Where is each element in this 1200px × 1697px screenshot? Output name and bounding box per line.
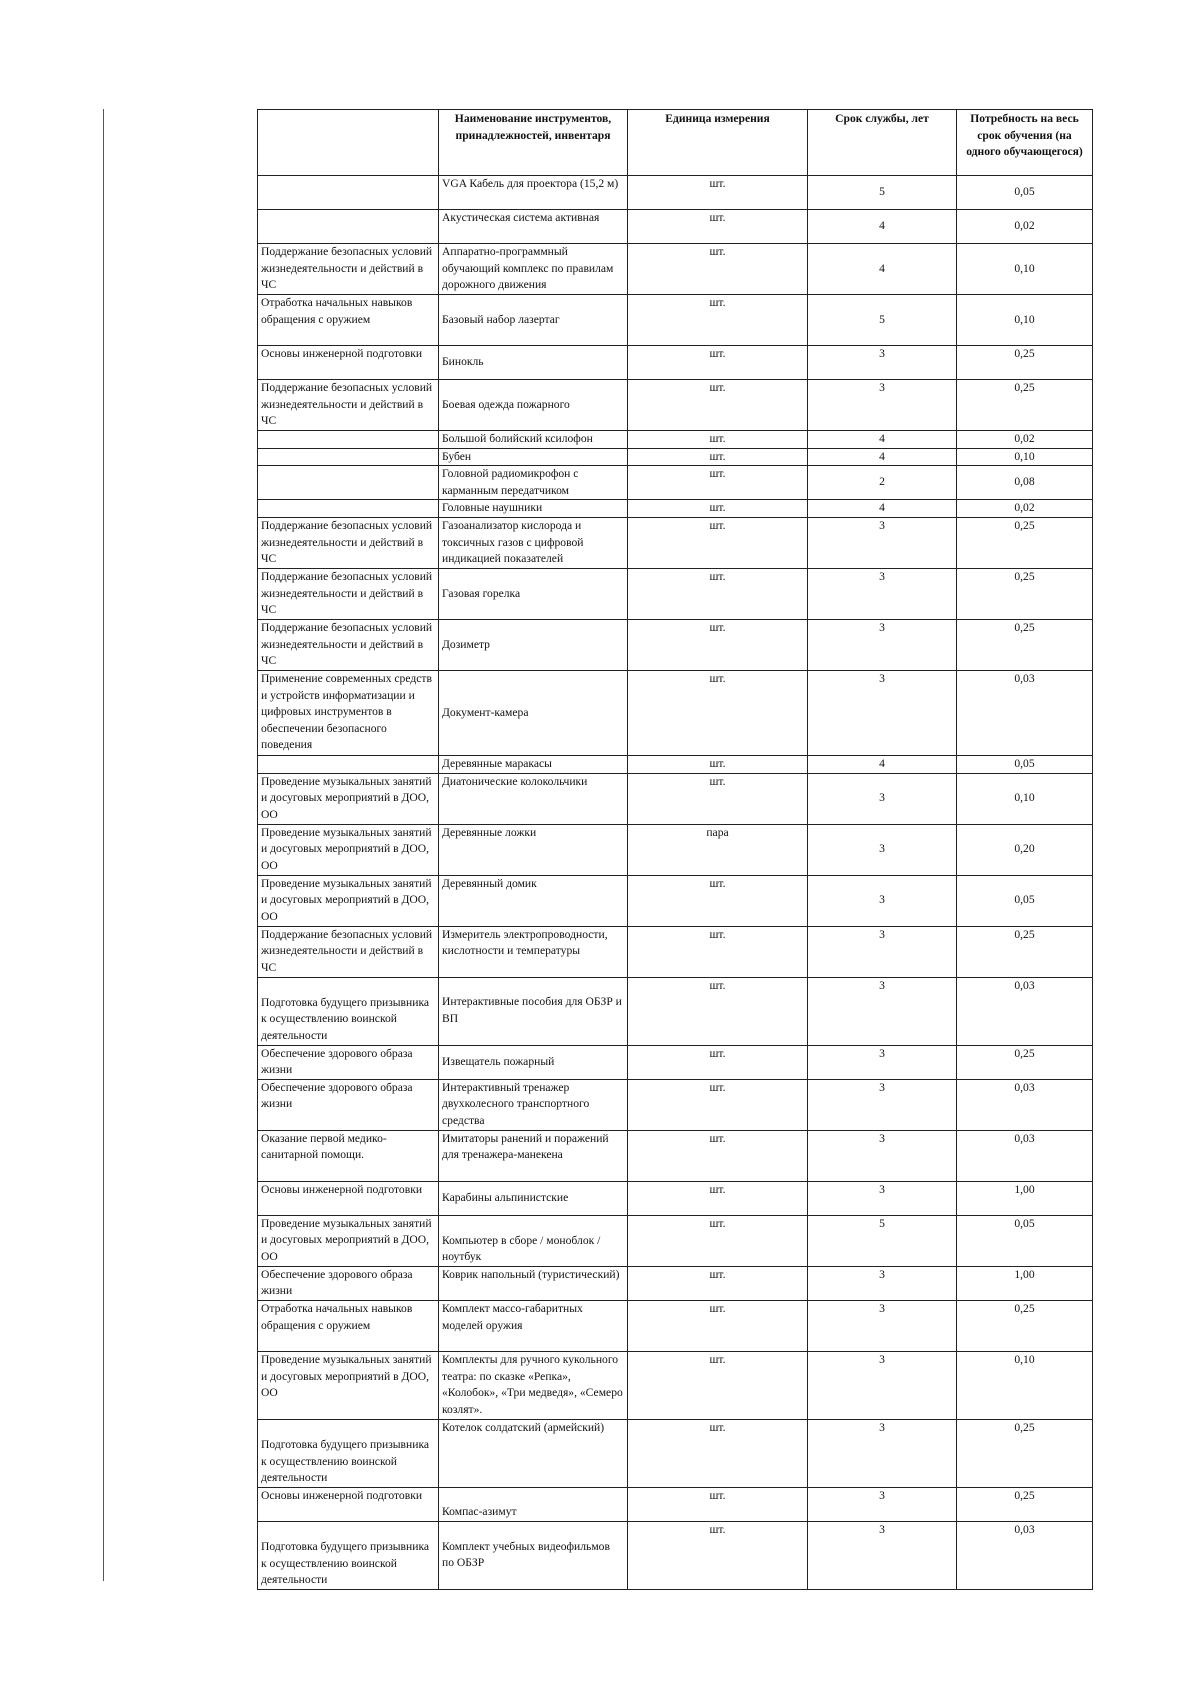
cell-section: Основы инженерной подготовки [258,1181,439,1215]
cell-life: 4 [808,244,957,295]
cell-life: 5 [808,176,957,210]
cell-unit: шт. [628,568,808,619]
table-row [258,500,1093,518]
table-row [258,1215,1093,1266]
cell-life: 3 [808,824,957,875]
cell-unit: шт. [628,1079,808,1130]
cell-unit: пара [628,824,808,875]
table-row [258,1521,1093,1589]
cell-life: 3 [808,1079,957,1130]
cell-section [258,755,439,773]
cell-name: Бинокль [439,346,628,380]
cell-name: Деревянные маракасы [439,755,628,773]
table-row [258,568,1093,619]
table-row [258,619,1093,670]
cell-name: Измеритель электропроводности, кислотности и температуры [439,926,628,977]
cell-unit: шт. [628,295,808,346]
cell-unit: шт. [628,1300,808,1351]
cell-need: 0,10 [957,773,1093,824]
cell-unit: шт. [628,1351,808,1419]
cell-section: Оказание первой медико-санитарной помощи. [258,1130,439,1181]
table-row [258,295,1093,346]
table-row [258,346,1093,380]
cell-name: Компьютер в сборе / моноблок / ноутбук [439,1215,628,1266]
table-row [258,824,1093,875]
table-row [258,1130,1093,1181]
header-need: Потребность на весь срок обучения (на одного обучающегося) [957,110,1093,176]
table-row [258,176,1093,210]
cell-section: Основы инженерной подготовки [258,346,439,380]
header-unit: Единица измерения [628,110,808,176]
cell-life: 3 [808,875,957,926]
cell-section: Обеспечение здорового образа жизни [258,1079,439,1130]
cell-need: 0,10 [957,295,1093,346]
cell-need: 0,25 [957,1419,1093,1487]
cell-unit: шт. [628,1215,808,1266]
cell-unit: шт. [628,1045,808,1079]
page-margin-line [103,109,104,1581]
table-row [258,977,1093,1045]
cell-unit: шт. [628,244,808,295]
cell-name: VGA Кабель для проектора (15,2 м) [439,176,628,210]
cell-need: 0,25 [957,568,1093,619]
table-row [258,431,1093,449]
cell-name: Дозиметр [439,619,628,670]
cell-section: Поддержание безопасных условий жизнедеятельности и действий в ЧС [258,380,439,431]
cell-need: 0,25 [957,517,1093,568]
cell-unit: шт. [628,1419,808,1487]
table-row [258,1419,1093,1487]
cell-unit: шт. [628,1266,808,1300]
cell-section: Проведение музыкальных занятий и досуговых мероприятий в ДОО, ОО [258,773,439,824]
cell-section: Подготовка будущего призывника к осуществлению воинской деятельности [258,977,439,1045]
cell-section: Проведение музыкальных занятий и досуговых мероприятий в ДОО, ОО [258,875,439,926]
cell-life: 3 [808,1300,957,1351]
cell-name: Боевая одежда пожарного [439,380,628,431]
cell-name: Интерактивные пособия для ОБЗР и ВП [439,977,628,1045]
table-row [258,1266,1093,1300]
cell-section: Поддержание безопасных условий жизнедеятельности и действий в ЧС [258,244,439,295]
cell-section [258,448,439,466]
cell-life: 3 [808,1487,957,1521]
cell-name: Имитаторы ранений и поражений для тренажера-манекена [439,1130,628,1181]
cell-need: 0,03 [957,1130,1093,1181]
cell-section [258,176,439,210]
cell-life: 5 [808,1215,957,1266]
cell-unit: шт. [628,448,808,466]
cell-name: Деревянный домик [439,875,628,926]
cell-need: 0,10 [957,1351,1093,1419]
cell-need: 1,00 [957,1266,1093,1300]
cell-life: 3 [808,670,957,755]
cell-need: 0,05 [957,875,1093,926]
cell-life: 3 [808,619,957,670]
cell-need: 1,00 [957,1181,1093,1215]
cell-name: Котелок солдатский (армейский) [439,1419,628,1487]
cell-section: Поддержание безопасных условий жизнедеятельности и действий в ЧС [258,517,439,568]
cell-need: 0,10 [957,448,1093,466]
cell-life: 3 [808,1419,957,1487]
cell-name: Бубен [439,448,628,466]
cell-unit: шт. [628,619,808,670]
cell-life: 3 [808,380,957,431]
cell-section [258,500,439,518]
cell-need: 0,03 [957,977,1093,1045]
cell-life: 3 [808,977,957,1045]
cell-need: 0,05 [957,755,1093,773]
cell-life: 3 [808,517,957,568]
cell-unit: шт. [628,500,808,518]
cell-name: Газовая горелка [439,568,628,619]
table-row [258,466,1093,500]
cell-unit: шт. [628,176,808,210]
table-row [258,1300,1093,1351]
cell-section: Основы инженерной подготовки [258,1487,439,1521]
cell-unit: шт. [628,670,808,755]
header-name: Наименование инструментов, принадлежностей, инвентаря [439,110,628,176]
cell-name: Извещатель пожарный [439,1045,628,1079]
cell-unit: шт. [628,1487,808,1521]
table-row [258,1181,1093,1215]
cell-section: Проведение музыкальных занятий и досуговых мероприятий в ДОО, ОО [258,1351,439,1419]
header-life: Срок службы, лет [808,110,957,176]
cell-name: Документ-камера [439,670,628,755]
cell-section [258,210,439,244]
cell-unit: шт. [628,517,808,568]
header-section [258,110,439,176]
cell-need: 0,25 [957,346,1093,380]
table-row [258,1045,1093,1079]
cell-name: Компас-азимут [439,1487,628,1521]
cell-section: Обеспечение здорового образа жизни [258,1045,439,1079]
cell-unit: шт. [628,380,808,431]
cell-unit: шт. [628,926,808,977]
cell-unit: шт. [628,1181,808,1215]
cell-section: Поддержание безопасных условий жизнедеятельности и действий в ЧС [258,568,439,619]
cell-life: 4 [808,500,957,518]
cell-need: 0,25 [957,926,1093,977]
cell-need: 0,02 [957,210,1093,244]
table-row [258,670,1093,755]
cell-section: Отработка начальных навыков обращения с оружием [258,295,439,346]
cell-name: Комплект учебных видеофильмов по ОБЗР [439,1521,628,1589]
cell-life: 3 [808,1351,957,1419]
table-row [258,517,1093,568]
table-row [258,448,1093,466]
cell-name: Головной радиомикрофон с карманным передатчиком [439,466,628,500]
cell-name: Диатонические колокольчики [439,773,628,824]
cell-name: Интерактивный тренажер двухколесного транспортного средства [439,1079,628,1130]
cell-need: 0,03 [957,670,1093,755]
cell-need: 0,08 [957,466,1093,500]
table-row [258,380,1093,431]
cell-life: 5 [808,295,957,346]
cell-unit: шт. [628,346,808,380]
cell-need: 0,25 [957,619,1093,670]
table-row [258,210,1093,244]
cell-section: Подготовка будущего призывника к осуществлению воинской деятельности [258,1419,439,1487]
cell-need: 0,03 [957,1521,1093,1589]
cell-unit: шт. [628,431,808,449]
cell-section: Поддержание безопасных условий жизнедеятельности и действий в ЧС [258,619,439,670]
table-row [258,926,1093,977]
cell-section: Подготовка будущего призывника к осуществлению воинской деятельности [258,1521,439,1589]
table-row [258,773,1093,824]
cell-section: Применение современных средств и устройств информатизации и цифровых инструментов в обеспечении безопасного поведения [258,670,439,755]
cell-name: Аппаратно-программный обучающий комплекс по правилам дорожного движения [439,244,628,295]
cell-need: 0,25 [957,1487,1093,1521]
cell-name: Головные наушники [439,500,628,518]
cell-need: 0,20 [957,824,1093,875]
cell-life: 4 [808,755,957,773]
cell-life: 3 [808,346,957,380]
cell-unit: шт. [628,1521,808,1589]
cell-need: 0,03 [957,1079,1093,1130]
cell-life: 3 [808,773,957,824]
equipment-table [257,109,1093,1590]
table-row [258,244,1093,295]
table-row [258,1351,1093,1419]
cell-section: Проведение музыкальных занятий и досуговых мероприятий в ДОО, ОО [258,824,439,875]
cell-name: Большой болийский ксилофон [439,431,628,449]
table-row [258,1487,1093,1521]
cell-need: 0,02 [957,500,1093,518]
cell-name: Газоанализатор кислорода и токсичных газов с цифровой индикацией показателей [439,517,628,568]
cell-need: 0,05 [957,176,1093,210]
cell-life: 3 [808,1045,957,1079]
cell-unit: шт. [628,875,808,926]
cell-life: 4 [808,448,957,466]
cell-life: 3 [808,926,957,977]
table-row [258,875,1093,926]
cell-need: 0,25 [957,380,1093,431]
table-header-row [258,110,1093,176]
cell-section: Обеспечение здорового образа жизни [258,1266,439,1300]
cell-name: Комплекты для ручного кукольного театра: по сказке «Репка», «Колобок», «Три медведя», «Семеро козлят». [439,1351,628,1419]
cell-name: Базовый набор лазертаг [439,295,628,346]
table-row [258,1079,1093,1130]
cell-need: 0,02 [957,431,1093,449]
cell-section: Поддержание безопасных условий жизнедеятельности и действий в ЧС [258,926,439,977]
cell-need: 0,25 [957,1045,1093,1079]
cell-section: Отработка начальных навыков обращения с оружием [258,1300,439,1351]
cell-section: Проведение музыкальных занятий и досуговых мероприятий в ДОО, ОО [258,1215,439,1266]
cell-name: Коврик напольный (туристический) [439,1266,628,1300]
cell-unit: шт. [628,773,808,824]
cell-life: 2 [808,466,957,500]
cell-need: 0,05 [957,1215,1093,1266]
cell-unit: шт. [628,210,808,244]
cell-life: 3 [808,1521,957,1589]
cell-name: Акустическая система активная [439,210,628,244]
cell-need: 0,10 [957,244,1093,295]
cell-unit: шт. [628,977,808,1045]
cell-need: 0,25 [957,1300,1093,1351]
cell-life: 4 [808,210,957,244]
cell-life: 4 [808,431,957,449]
cell-name: Карабины альпинистские [439,1181,628,1215]
cell-life: 3 [808,1181,957,1215]
cell-section [258,431,439,449]
cell-unit: шт. [628,1130,808,1181]
cell-section [258,466,439,500]
cell-life: 3 [808,568,957,619]
cell-name: Деревянные ложки [439,824,628,875]
cell-life: 3 [808,1130,957,1181]
cell-life: 3 [808,1266,957,1300]
cell-name: Комплект массо-габаритных моделей оружия [439,1300,628,1351]
table-row [258,755,1093,773]
cell-unit: шт. [628,755,808,773]
cell-unit: шт. [628,466,808,500]
